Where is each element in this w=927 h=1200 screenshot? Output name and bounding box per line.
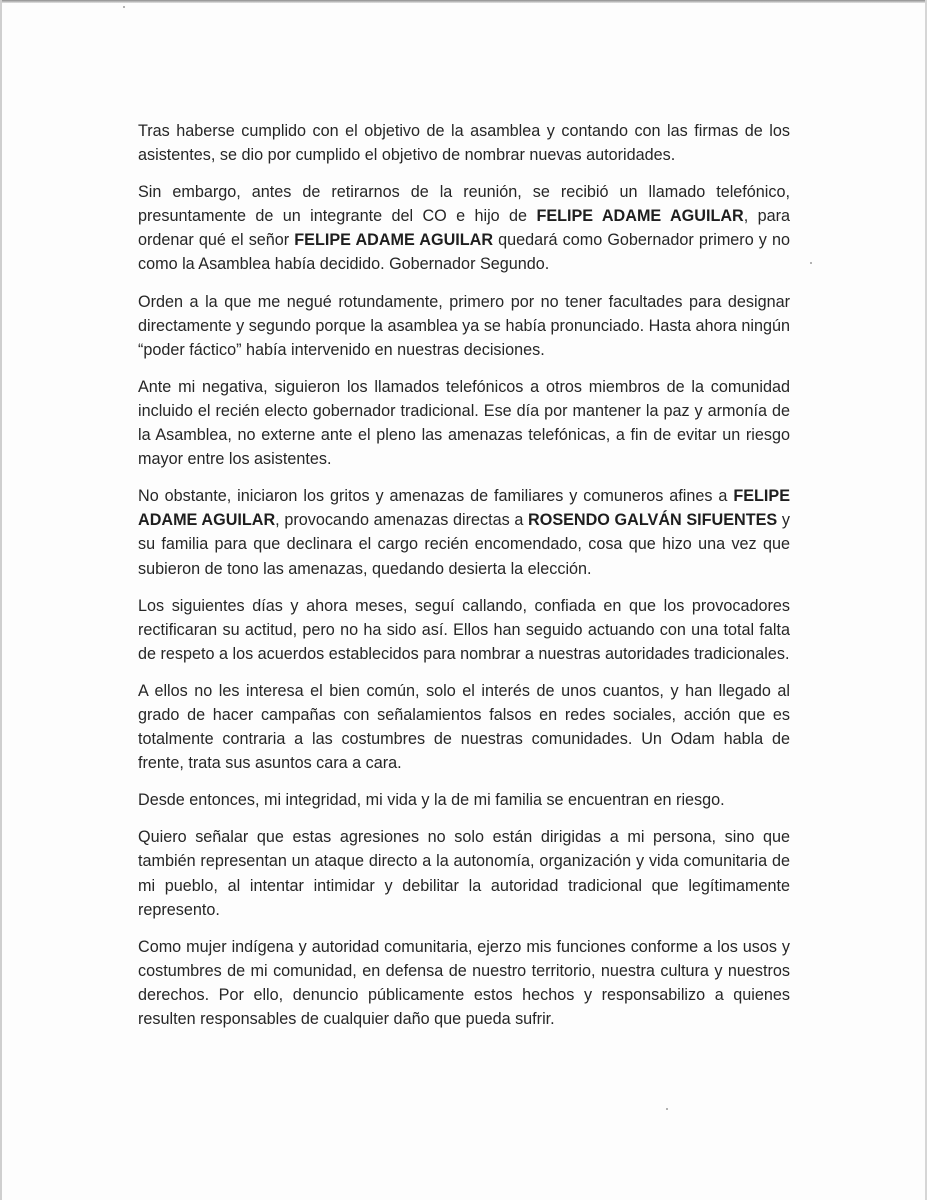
paragraph-text: Orden a la que me negué rotundamente, primero por no tener facultades para designar directamente y segundo porque la asamblea ya se había pronunciado. Hasta ahora ningún “poder fáctico” había intervenido en nuestras decisiones. (138, 292, 790, 359)
paragraph-text: Quiero señalar que estas agresiones no solo están dirigidas a mi persona, sino que también representan un ataque directo a la autonomía, organización y vida comunitaria de mi pueblo, al intentar intimidar y debilitar la autoridad tradicional que legítimamente represento. (138, 828, 790, 919)
paragraph-text: Sin embargo, antes de retirarnos de la reunión, se recibió un llamado telefónico, presuntamente de un integrante del CO e hijo de (138, 183, 790, 226)
paragraph-text: Los siguientes días y ahora meses, seguí callando, confiada en que los provocadores rectificaran su actitud, pero no ha sido así. Ellos han seguido actuando con una total falta de respeto a los acuerdos establecidos para nombrar a nuestras autoridades tradicionales. (138, 596, 790, 663)
bold-name: FELIPE ADAME AGUILAR (138, 487, 790, 530)
bold-name: ROSENDO GALVÁN SIFUENTES (528, 511, 778, 530)
paragraph (138, 788, 790, 812)
bold-name: FELIPE ADAME AGUILAR (536, 207, 744, 226)
paragraph-text: Desde entonces, mi integridad, mi vida y la de mi familia se encuentran en riesgo. (138, 791, 725, 810)
paragraph-text: , para ordenar qué el señor (138, 207, 791, 250)
paragraph-text: y su familia para que declinara el cargo recién encomendado, cosa que hizo una vez que subieron de tono las amenazas, quedando desierta la elección. (138, 511, 791, 578)
paragraph (138, 290, 790, 362)
paragraph (138, 119, 790, 167)
paragraph-text: A ellos no les interesa el bien común, solo el interés de unos cuantos, y han llegado al grado de hacer campañas con señalamientos falsos en redes sociales, acción que es totalmente contraria a las costumbres de nuestras comunidades. Un Odam habla de frente, trata sus asuntos cara a cara. (138, 681, 790, 773)
paragraph (138, 375, 790, 471)
paragraph-text: Ante mi negativa, siguieron los llamados telefónicos a otros miembros de la comunidad incluido el recién electo gobernador tradicional. Ese día por mantener la paz y armonía de la Asamblea, no externe ante el pleno las amenazas telefónicas, a fin de evitar un riesgo mayor entre los asistentes. (138, 377, 790, 469)
paragraph-text: Como mujer indígena y autoridad comunitaria, ejerzo mis funciones conforme a los usos y costumbres de mi comunidad, en defensa de nuestro territorio, nuestra cultura y nuestros derechos. Por ello, denuncio públicamente estos hechos y responsabilizo a quienes resulten responsables de cualquier daño que pueda sufrir. (138, 937, 790, 1028)
scan-speck (123, 6, 125, 8)
paragraph (138, 180, 790, 276)
paragraph-text: Tras haberse cumplido con el objetivo de la asamblea y contando con las firmas de los asistentes, se dio por cumplido el objetivo de nombrar nuevas autoridades. (138, 122, 790, 165)
scan-edge-left (0, 0, 2, 1200)
paragraph (138, 594, 790, 666)
paragraph (138, 825, 790, 921)
paragraph-text: quedará como Gobernador primero y no como la Asamblea había decidido. Gobernador Segundo. (138, 231, 790, 274)
paragraph (138, 484, 790, 580)
bold-name: FELIPE ADAME AGUILAR (294, 231, 494, 250)
paragraph-text: , provocando amenazas directas a (275, 511, 529, 530)
paragraph (138, 935, 790, 1031)
document-body (138, 119, 790, 1044)
paragraph-text: No obstante, iniciaron los gritos y amenazas de familiares y comuneros afines a (138, 487, 734, 506)
paragraph (138, 679, 790, 775)
scan-speck (810, 262, 812, 264)
scan-speck (666, 1108, 668, 1110)
scan-edge-top (0, 0, 927, 3)
